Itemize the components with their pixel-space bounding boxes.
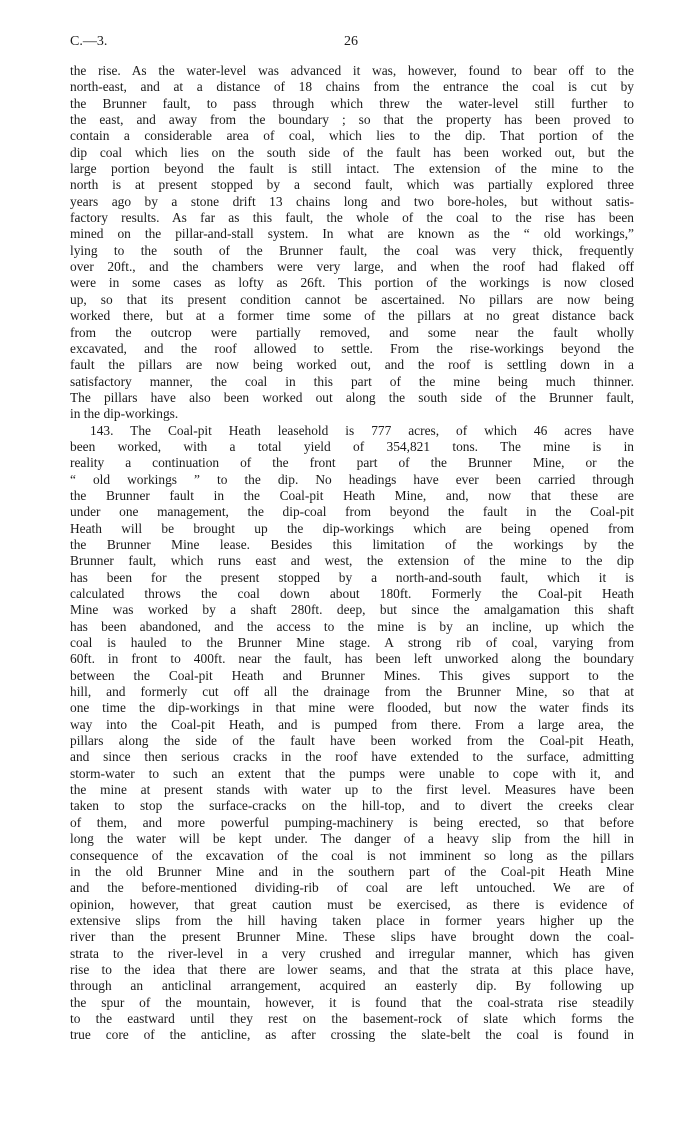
text-line: factory results. As far as this fault, the whole of the coal to the rise has been (70, 210, 634, 226)
text-line: worked there, but at a former time some of the pillars at no great distance back (70, 308, 634, 324)
text-line: the east, and away from the boundary ; so that the property has been proved to (70, 112, 634, 128)
text-line: the Brunner fault in the Coal-pit Heath Mine, and, now that these are (70, 487, 634, 503)
text-line: fault the pillars are now being worked out, and the roof is settling down in a (70, 357, 634, 373)
text-line: under one management, the dip-coal from beyond the fault in the Coal-pit (70, 504, 634, 520)
text-line: through an anticlinal arrangement, acquired an easterly dip. By following up (70, 978, 634, 994)
text-line: opinion, however, that great caution must be exercised, as there is evidence of (70, 896, 634, 912)
text-line: rise to the idea that there are lower seams, and that the strata at this place have, (70, 961, 634, 977)
text-line: the Brunner fault, to pass through which threw the water-level still further to (70, 95, 634, 111)
text-line: been worked, with a total yield of 354,821 tons. The mine is in (70, 438, 634, 454)
text-line: coal is hauled to the Brunner Mine stage. A strong rib of coal, varying from (70, 635, 634, 651)
text-line: in the dip-workings. (70, 406, 179, 422)
text-line: in the old Brunner Mine and in the southern part of the Coal-pit Heath Mine (70, 863, 634, 879)
text-line: true core of the anticline, as after crossing the slate-belt the coal is found in (70, 1027, 634, 1043)
text-line: were in some cases as lofty as 26ft. This portion of the workings is now closed (70, 275, 634, 291)
text-line: and since then serious cracks in the roof have extended to the surface, admitting (70, 749, 634, 765)
body-text (70, 63, 634, 1044)
text-line: calculated throws the coal down about 180ft. Formerly the Coal-pit Heath (70, 586, 634, 601)
text-line: reality a continuation of the front part of the Brunner Mine, or the (70, 455, 634, 471)
text-line: long the water will be kept under. The danger of a heavy slip from the hill in (70, 831, 634, 847)
text-line: the rise. As the water-level was advanced it was, however, found to bear off to the (70, 63, 634, 78)
text-line: the mine at present stands with water up to the first level. Measures have been (70, 782, 634, 798)
text-line: up, so that its present condition cannot be ascertained. No pillars are now being (70, 291, 634, 307)
text-line: of them, and more powerful pumping-machinery is being erected, so that before (70, 814, 634, 830)
page-number: 26 (344, 34, 358, 49)
text-line: dip coal which lies on the south side of the fault has been worked out, but the (70, 144, 634, 160)
text-line: large portion beyond the fault is still intact. The extension of the mine to the (70, 161, 634, 177)
text-line: river than the present Brunner Mine. These slips have brought down the coal- (70, 929, 634, 945)
text-line: 143. The Coal-pit Heath leasehold is 777 acres, of which 46 acres have (90, 422, 634, 438)
text-line: from the outcrop were partially removed, and some near the fault wholly (70, 324, 634, 340)
text-line: the spur of the mountain, however, it is found that the coal-strata rise steadily (70, 994, 634, 1010)
text-line: north-east, and at a distance of 18 chains from the entrance the coal is cut by (70, 79, 634, 95)
text-line: extensive slips from the hill having taken place in former years higher up the (70, 912, 634, 928)
text-line: over 20ft., and the chambers were very large, and when the roof had flaked off (70, 259, 634, 275)
text-line: consequence of the excavation of the coal is not imminent so long as the pillars (70, 847, 634, 863)
text-line: Brunner fault, which runs east and west, the extension of the mine to the dip (70, 553, 634, 569)
text-line: lying to the south of the Brunner fault, the coal was very thick, frequently (70, 242, 634, 258)
text-line: and the before-mentioned dividing-rib of coal are left untouched. We are of (70, 880, 634, 896)
text-line: north is at present stopped by a second fault, which was partially explored three (70, 177, 634, 193)
text-line: “ old workings ” to the dip. No headings have ever been carried through (70, 471, 634, 487)
page-header (70, 34, 632, 54)
text-line: contain a considerable area of coal, which lies to the dip. That portion of the (70, 128, 634, 144)
text-line: way into the Coal-pit Heath, and is pumped from there. From a large area, the (70, 716, 634, 732)
text-line: storm-water to such an extent that the pumps were unable to cope with it, and (70, 765, 634, 781)
text-line: one time the dip-workings in that mine were flooded, but now the water finds its (70, 700, 634, 716)
text-line: strata to the river-level in a very crushed and irregular manner, which has given (70, 945, 634, 961)
text-line: to the eastward until they rest on the basement-rock of slate which forms the (70, 1010, 634, 1026)
document-reference: C.—3. (70, 34, 108, 49)
text-line: has been for the present stopped by a north-and-south fault, which it is (70, 569, 634, 585)
text-line: between the Coal-pit Heath and Brunner Mines. This gives support to the (70, 667, 634, 683)
text-line: mined on the pillar-and-stall system. In what are known as the “ old workings,” (70, 226, 634, 242)
text-line: hill, and formerly cut off all the drainage from the Brunner Mine, so that at (70, 684, 634, 700)
text-line: pillars along the side of the fault have been worked from the Coal-pit Heath, (70, 733, 634, 749)
text-line: Mine was worked by a shaft 280ft. deep, but since the amalgamation this shaft (70, 602, 634, 618)
text-line: Heath will be brought up the dip-workings which are being opened from (70, 520, 634, 536)
text-line: taken to stop the surface-cracks on the hill-top, and to divert the creeks clear (70, 798, 634, 814)
text-line: 60ft. in front to 400ft. near the fault, has been left unworked along the boundary (70, 651, 634, 667)
text-line: excavated, and the roof allowed to settle. From the rise-workings beyond the (70, 340, 634, 356)
text-line: years ago by a stone drift 13 chains long and two bore-holes, but without satis- (70, 193, 634, 209)
text-line: The pillars have also been worked out along the south side of the Brunner fault, (70, 389, 634, 405)
text-line: has been abandoned, and the access to the mine is by an incline, up which the (70, 618, 634, 634)
text-line: the Brunner Mine lease. Besides this limitation of the workings by the (70, 536, 634, 552)
text-line: satisfactory manner, the coal in this part of the mine being much thinner. (70, 373, 634, 389)
